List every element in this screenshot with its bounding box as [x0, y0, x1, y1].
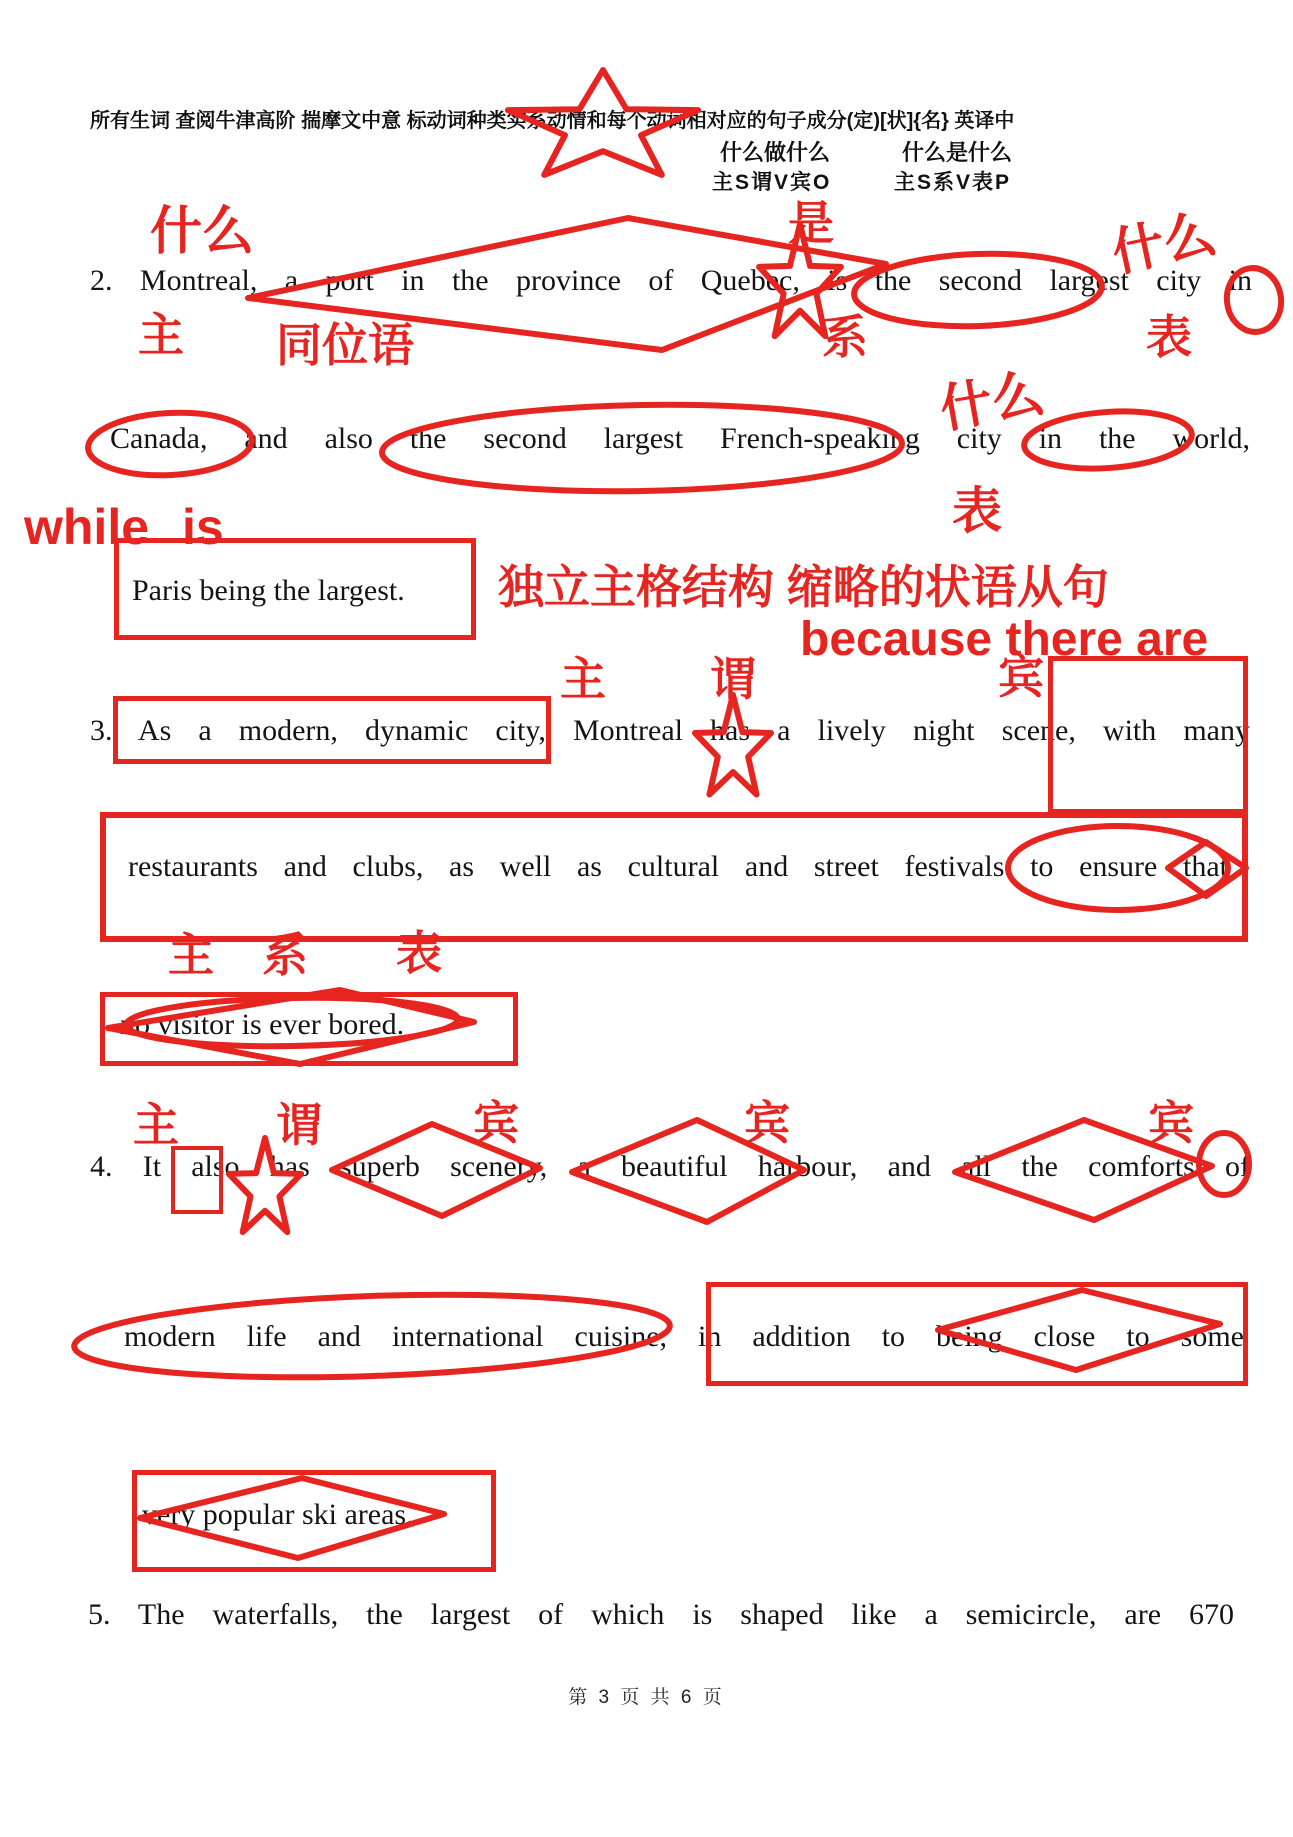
sentence-4-line-1: 4. It also has superb scenery, a beautiful harbour, and all the comforts of	[90, 1150, 1250, 1183]
sentence-3-line-1: 3. As a modern, dynamic city, Montreal has a lively night scene, with many	[90, 714, 1250, 747]
predicative-label-2: 表	[952, 483, 1002, 539]
ski-areas-box	[132, 1470, 496, 1572]
predicative-label-s3b: 表	[396, 927, 442, 979]
linking-verb-label-s3b: 系	[262, 929, 308, 981]
header-instruction-line: 所有生词 查阅牛津高阶 揣摩文中意 标动词种类实系动情和每个动词相对应的句子成分(定)[状]{名} 英译中	[90, 110, 1015, 132]
shi-label: 是	[788, 197, 834, 249]
with-many-box	[1048, 656, 1248, 814]
sentence-4-line-2: modern life and international cuisine, in addition to being close to some	[124, 1320, 1244, 1353]
page-number: 第 3 页 共 6 页	[568, 1687, 725, 1708]
no-visitor-box	[100, 992, 518, 1066]
linking-verb-label-s2: 系	[822, 311, 868, 363]
because-there-are-note: because there are	[800, 613, 1209, 666]
sentence-5-line-1: 5. The waterfalls, the largest of which is shaped like a semicircle, are 670	[88, 1598, 1234, 1631]
subject-label-s2: 主	[138, 309, 184, 361]
subject-label-s3b: 主	[168, 929, 214, 981]
object-label-s3: 宾	[998, 651, 1044, 703]
is-annotation: is	[182, 499, 224, 555]
question-what-label-3: 什么	[935, 364, 1049, 440]
object-label-s4-2: 宾	[744, 1097, 790, 1149]
absolute-construction-box	[114, 538, 476, 640]
sentence-3-line-2: restaurants and clubs, as well as cultural and street festivals to ensure that	[128, 850, 1228, 883]
sentence-4-line-3: very popular ski areas.	[142, 1498, 414, 1531]
also-box	[171, 1146, 223, 1214]
absolute-construction-note: 独立主格结构 缩略的状语从句	[498, 561, 1109, 613]
question-what-label-1: 什么	[150, 203, 255, 261]
header-structure-svp: 主S系V表P	[894, 171, 1012, 194]
subject-label-s4: 主	[133, 1099, 179, 1151]
sentence-3-line-3: no visitor is ever bored.	[120, 1008, 405, 1041]
sentence-2-line-2: Canada, and also the second largest French-speaking city in the world,	[110, 422, 1250, 455]
adverbial-phrase-box	[113, 696, 551, 764]
in-addition-box	[706, 1282, 1248, 1386]
header-pattern-do: 什么做什么	[720, 140, 831, 165]
predicative-label-1: 表	[1146, 311, 1192, 363]
sentence-2-line-1: 2. Montreal, a port in the province of Quebec, is the second largest city in	[90, 264, 1252, 297]
header-structure-svo: 主S谓V宾O	[712, 171, 832, 194]
predicate-label-s3: 谓	[710, 653, 756, 705]
header-pattern-be: 什么是什么	[902, 140, 1013, 165]
appositive-label: 同位语	[276, 319, 414, 371]
object-label-s4-1: 宾	[473, 1097, 519, 1149]
while-annotation: while	[24, 499, 150, 555]
restaurants-clause-box	[100, 812, 1248, 942]
subject-label-s3: 主	[560, 653, 606, 705]
question-what-label-2: 什么	[1107, 204, 1221, 284]
predicate-label-s4: 谓	[276, 1099, 322, 1151]
sentence-2-line-3: Paris being the largest.	[132, 574, 405, 607]
object-label-s4-3: 宾	[1148, 1097, 1194, 1149]
